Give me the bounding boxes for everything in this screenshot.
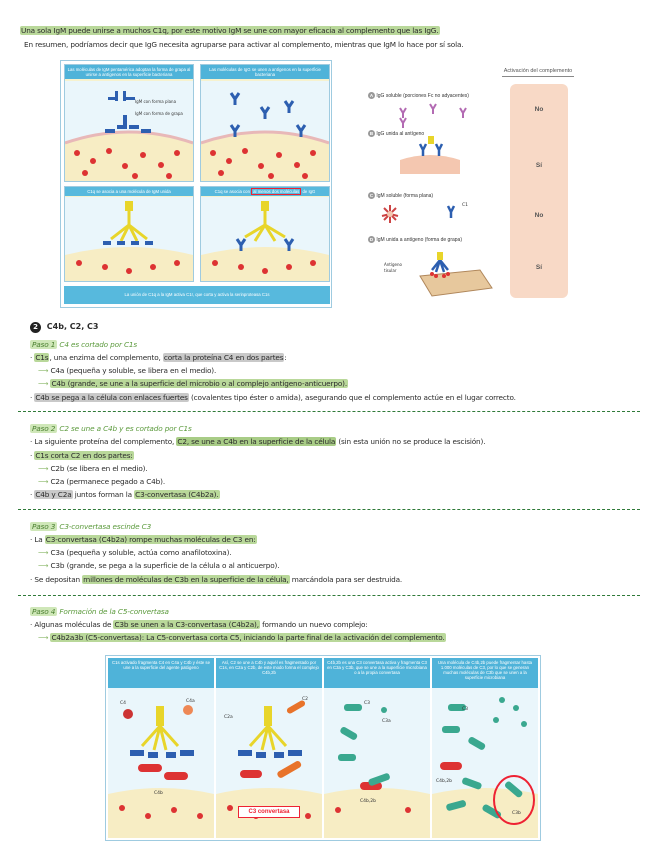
item-b-letter: B — [369, 131, 374, 136]
panel-d-title-post: de IgG — [302, 189, 316, 194]
panel-d — [200, 186, 330, 282]
fig3-panel-1-illustration — [108, 690, 214, 838]
paso4-b1-pre: Algunas moléculas de — [34, 620, 114, 629]
figure-activation-table — [360, 64, 576, 300]
fig3-label-c4b2b-p4: C4b,2b — [436, 779, 453, 784]
paso1-b1-hl: C1s — [35, 353, 49, 362]
fig3-label-c2a: C2a — [224, 715, 233, 720]
activation-illustrations — [360, 64, 500, 300]
panel-d-title — [201, 187, 329, 196]
fig3-label-c3b: C3b — [512, 811, 521, 816]
paso1-heading — [30, 340, 137, 349]
paso1-sub1-text: C4a (pequeña y soluble, se libera en el medio). — [50, 366, 217, 375]
paso2-b2-hl: C1s corta C2 en dos partes: — [35, 451, 133, 460]
paso4-b1-rest: formando un nuevo complejo: — [259, 620, 368, 629]
paso1-badge: Paso 1 — [32, 340, 56, 349]
paso1-b1-hl2: corta la proteína C4 en dos partes — [163, 353, 284, 362]
intro-line-2: En resumen, podríamos decir que IgG necesita agruparse para activar al complemento, mientras que IgM lo hace por sí sola. — [24, 40, 464, 49]
paso3-sub1: ⟶ C3a (pequeña y soluble, actúa como anafilotoxina). — [38, 548, 232, 557]
paso2-bullet2: · C1s corta C2 en dos partes: — [30, 451, 133, 460]
paso3-sub1-text: C3a (pequeña y soluble, actúa como anafilotoxina). — [50, 548, 232, 557]
paso2-heading — [30, 424, 192, 433]
paso4-title: Formación de la C5-convertasa — [59, 607, 169, 616]
paso2-sub2-text: C2a (permanece pegado a C4b). — [50, 477, 165, 486]
panel-d-title-box: al menos dos moléculas — [253, 189, 300, 194]
label-c1: C1 — [462, 203, 469, 208]
panel-c-illustration — [65, 197, 193, 281]
paso2-b1-pre: La siguiente proteína del complemento, — [34, 437, 177, 446]
figure-c3-convertase — [105, 655, 541, 841]
fig3-label-c4b2b: C4b,2b — [360, 799, 377, 804]
paso1-b2-hl: C4b se pega a la célula con enlaces fuertes — [35, 393, 188, 402]
fig3-label-c4a: C4a — [186, 699, 195, 704]
item-a-text: IgG soluble (porciones Fc no adyacentes) — [376, 93, 469, 99]
paso2-b3-hl: C4b y C2a — [35, 490, 72, 499]
paso2-bullet3: · C4b y C2a juntos forman la C3-convertasa (C4b2a). — [30, 490, 219, 499]
paso3-sub2: ⟶ C3b (grande, se pega a la superficie de la célula o al anticuerpo). — [38, 561, 280, 570]
fig3-panel-1 — [108, 658, 214, 838]
paso2-sub2: ⟶ C2a (permanece pegado a C4b). — [38, 477, 165, 486]
fig3-label-c3-p4: C3 — [462, 707, 469, 712]
paso4-b1-hl: C3b se unen a la C3-convertasa (C4b2a), — [114, 620, 259, 629]
panel-d-title-pre: C1q se asocia con — [214, 189, 250, 194]
intro-line-1 — [20, 26, 440, 35]
fig3-panel-3 — [324, 658, 430, 838]
paso2-b3-mid: juntos forman la — [72, 490, 135, 499]
label-antigen: Antígeno — [384, 262, 402, 267]
paso1-sub2: ⟶ C4b (grande, se une a la superficie del microbio o al complejo antígeno-anticuerpo). — [38, 379, 348, 388]
paso3-sub2-text: C3b (grande, se pega a la superficie de la célula o al anticuerpo). — [50, 561, 280, 570]
fig3-label-c4b: C4b — [154, 791, 163, 796]
c3-convertasa-box: C3 convertasa — [238, 806, 300, 818]
paso3-bullet1: · La C3-convertasa (C4b2a) rompe muchas moléculas de C3 en: — [30, 535, 256, 544]
paso4-sub1-text: C4b2a3b (C5-convertasa): La C5-convertasa corta C5, iniciando la parte final de la activación del complemento. — [51, 633, 445, 642]
section-number-badge: 2 — [30, 322, 41, 333]
panel-c — [64, 186, 194, 282]
activation-header: Activación del complemento — [502, 68, 574, 77]
intro-line-1-text: Una sola IgM puede unirse a muchos C1q, por este motivo IgM se une con mayor eficacia al complemento que las IgG. — [21, 26, 439, 35]
paso2-sub1: ⟶ C2b (se libera en el medio). — [38, 464, 148, 473]
panel-d-illustration — [201, 197, 329, 281]
paso2-b1-hl: C2, se une a C4b en la superficie de la célula — [177, 437, 336, 446]
panel-a — [64, 64, 194, 182]
paso3-bullet2: · Se depositan millones de moléculas de C3b en la superficie de la célula, marcándola para ser destruida. — [30, 575, 403, 584]
paso1-bullet1: · C1s, una enzima del complemento, corta la proteína C4 en dos partes: — [30, 353, 287, 362]
divider-3 — [18, 595, 640, 596]
fig3-label-c4: C4 — [120, 701, 127, 706]
section-heading — [30, 322, 98, 333]
paso2-b1-rest: (sin esta unión no se produce la escisión). — [336, 437, 486, 446]
item-c-letter: C — [369, 193, 374, 198]
paso3-b2-rest: marcándola para ser destruida. — [289, 575, 403, 584]
item-d-result: Sí — [535, 264, 543, 271]
paso3-b1-pre: La — [34, 535, 45, 544]
fig3-panel-3-illustration — [324, 690, 430, 838]
paso3-badge: Paso 3 — [32, 522, 56, 531]
paso1-b2-rest: (covalentes tipo éster o amida), asegurando que el complemento actúe en el lugar correcto. — [188, 393, 516, 402]
paso1-b1-mid: , una enzima del complemento, — [49, 353, 163, 362]
paso3-heading — [30, 522, 151, 531]
panel-b-title: Las moléculas de IgG se unen a antígenos en la superficie bacteriana — [201, 65, 329, 79]
label-surface: tisular — [384, 268, 397, 273]
item-c-text: IgM soluble (forma plana) — [376, 193, 434, 199]
paso2-bullet1: · La siguiente proteína del complemento, C2, se une a C4b en la superficie de la célula (sin esta unión no se produce la escisión). — [30, 437, 486, 446]
figure-1-caption: La unión de C1q a la IgM activa C1r, que corta y activa la serinproteasa C1s — [64, 286, 330, 304]
panel-b — [200, 64, 330, 182]
fig3-panel-2 — [216, 658, 322, 838]
section-title: C4b, C2, C3 — [46, 322, 99, 331]
fig3-label-c3: C3 — [364, 701, 371, 706]
item-b-result: Sí — [535, 162, 543, 169]
panel-a-illustration — [65, 81, 193, 181]
paso2-title: C2 se une a C4b y es cortado por C1s — [59, 424, 192, 433]
paso4-badge: Paso 4 — [32, 607, 56, 616]
paso3-b2-hl: millones de moléculas de C3b en la superficie de la célula, — [83, 575, 289, 584]
paso1-sub1: ⟶ C4a (pequeña y soluble, se libera en el medio). — [38, 366, 217, 375]
label-igm-planar: IgM con forma plana — [135, 99, 177, 104]
divider-2 — [18, 509, 640, 510]
paso4-heading — [30, 607, 169, 616]
item-a-result: No — [534, 106, 544, 113]
paso3-title: C3-convertasa escinde C3 — [59, 522, 152, 531]
item-b-text: IgG unida al antígeno — [376, 131, 425, 137]
fig3-panel-4 — [432, 658, 538, 838]
fig3-label-c3a: C3a — [382, 719, 391, 724]
paso1-bullet2: · C4b se pega a la célula con enlaces fuertes (covalentes tipo éster o amida), asegurando que el complemento actúe en el lugar correcto. — [30, 393, 516, 402]
figure-igm-igg-c1q — [60, 60, 332, 308]
fig3-panel-2-title: Así, C2 se une a C4b y aquél es fragmentado por C1s, en C2a y C2b, de este modo forma el complejo C4b,2b — [216, 658, 322, 688]
paso2-sub1-text: C2b (se libera en el medio). — [50, 464, 148, 473]
paso1-b1-end: : — [284, 353, 287, 362]
panel-c-title: C1q se asocia a una molécula de IgM unida — [65, 187, 193, 196]
label-igm-staple: IgM con forma de grapa — [135, 111, 183, 116]
paso4-bullet1: · Algunas moléculas de C3b se unen a la C3-convertasa (C4b2a), formando un nuevo complejo: — [30, 620, 368, 629]
paso1-sub2-text: C4b (grande, se une a la superficie del microbio o al complejo antígeno-anticuerpo). — [51, 379, 348, 388]
paso4-sub1: ⟶ C4b2a3b (C5-convertasa): La C5-convertasa corta C5, iniciando la parte final de la activación del complemento. — [38, 633, 445, 642]
fig3-panel-1-title: C1s activado fragmenta C4 en C4a y C4b y éste se une a la superficie del agente patógeno — [108, 658, 214, 688]
divider-1 — [18, 411, 640, 412]
panel-b-illustration — [201, 81, 329, 181]
fig3-panel-3-title: C4b,2b es una C3 convertasa activa y fragmenta C3 en C3a y C3b, que se une a la superficie microbiana o a la propia convertasa — [324, 658, 430, 688]
item-d-text: IgM unida a antígeno (forma de grapa) — [376, 237, 462, 243]
paso1-title: C4 es cortado por C1s — [59, 340, 138, 349]
paso2-b3-hl2: C3-convertasa (C4b2a). — [135, 490, 219, 499]
item-c-result: No — [534, 212, 544, 219]
panel-a-title: Las moléculas de IgM pentamérica adoptan la forma de grapa al unirse a antígenos en la superficie bacteriana — [65, 65, 193, 79]
paso3-b2-pre: Se depositan — [34, 575, 83, 584]
fig3-panel-4-title: Una molécula de C4b,2b puede fragmentar hasta 1.000 moléculas de C3, por lo que se generan muchas moléculas de C3b que se unen a la superficie microbiana — [432, 658, 538, 688]
fig3-panel-4-illustration — [432, 690, 538, 838]
fig3-label-c2: C2 — [302, 697, 309, 702]
item-a-letter: A — [369, 93, 374, 98]
paso2-badge: Paso 2 — [32, 424, 56, 433]
paso3-b1-hl: C3-convertasa (C4b2a) rompe muchas moléculas de C3 en: — [45, 535, 256, 544]
item-d-letter: D — [369, 237, 374, 242]
